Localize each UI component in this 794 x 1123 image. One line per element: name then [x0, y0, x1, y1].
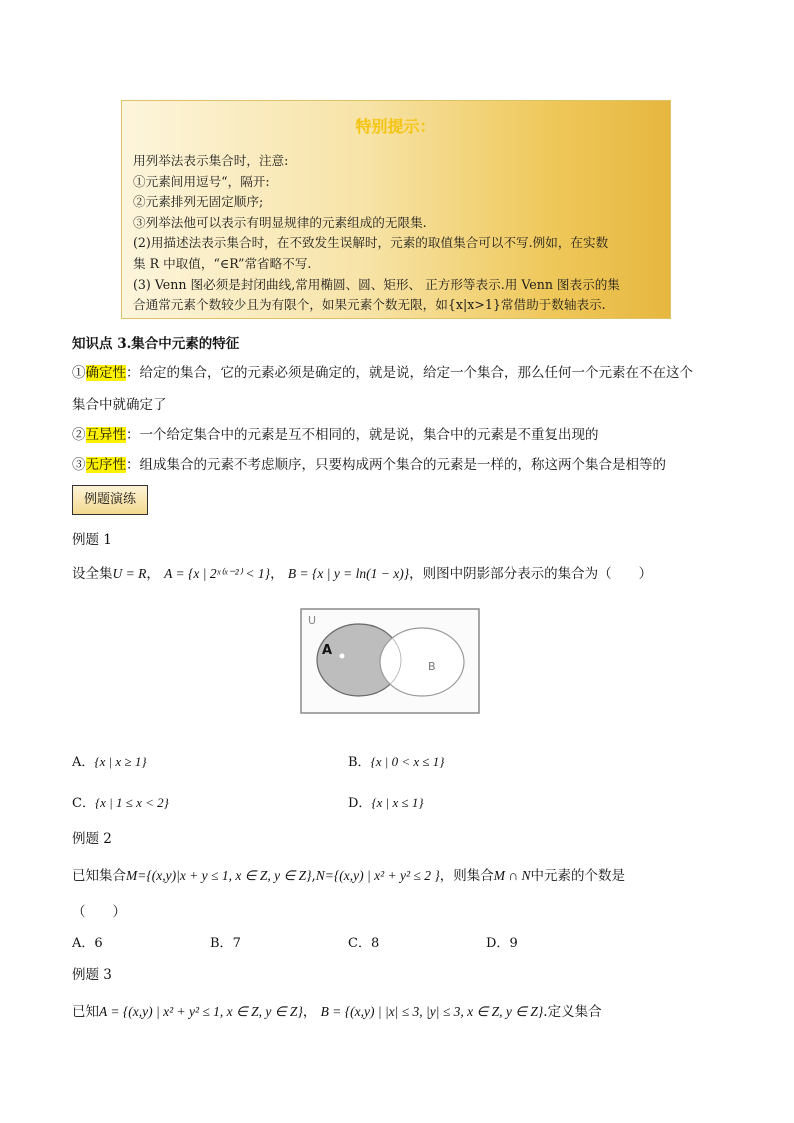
option-key: D． [348, 796, 372, 811]
example-2-question: 已知集合M={(x,y)|x + y ≤ 1, x ∈ Z, y ∈ Z},N={(x,y) | x² + y² ≤ 2 }，则集合M ∩ N中元素的个数是 [72, 868, 625, 884]
option-text: 7 [232, 936, 241, 951]
q-text: 设全集 [72, 566, 113, 582]
option-key: B． [210, 936, 233, 951]
option-d[interactable] [486, 935, 518, 953]
tip-line: ③列举法他可以表示有明显规律的元素组成的无限集. [133, 214, 427, 230]
option-key: C． [72, 796, 95, 811]
option-text: 8 [370, 936, 380, 951]
tip-title: 特别提示： [355, 117, 436, 136]
option-key: D． [486, 936, 510, 951]
option-key: A． [72, 936, 95, 951]
math-set-n: N={(x,y) | x² + y² ≤ 2 } [315, 868, 440, 883]
tip-line: 集 R 中取值，“∈R”常省略不写. [133, 255, 312, 271]
example-2-paren: （ ） [72, 904, 126, 920]
q-text: ，则图中阴影部分表示的集合为（ ） [409, 566, 653, 582]
math-intersection: M ∩ N [493, 868, 531, 883]
option-key: B． [348, 755, 371, 770]
math-set-m: M={(x,y)|x + y ≤ 1, x ∈ Z, y ∈ Z} [126, 868, 312, 883]
example-practice-button[interactable]: 例题演练 [72, 485, 148, 515]
feature-prefix: ① [72, 365, 86, 381]
option-key: C． [348, 936, 371, 951]
feature-term: 互异性 [85, 427, 126, 443]
example-3-question: 已知A = {(x,y) | x² + y² ≤ 1, x ∈ Z, y ∈ Z}， B = {(x,y) | |x| ≤ 3, |y| ≤ 3, x ∈ Z, y ∈ Z}.定义集合 [72, 1004, 602, 1020]
option-b[interactable] [210, 935, 241, 953]
venn-a-label: A [322, 643, 333, 658]
math-set-b: B = {x | y = ln(1 − x)} [287, 566, 410, 581]
section-heading: 知识点 3.集合中元素的特征 [72, 336, 240, 352]
math-set-b: B = {(x,y) | |x| ≤ 3, |y| ≤ 3, x ∈ Z, y ∈ Z} [320, 1004, 544, 1019]
feature-term: 无序性 [85, 457, 126, 473]
feature-text: 集合中就确定了 [72, 397, 167, 413]
option-b[interactable] [348, 753, 444, 772]
tip-line: ②元素排列无固定顺序; [133, 194, 264, 210]
feature-line [72, 455, 666, 475]
venn-b-label: B [428, 660, 436, 673]
tip-line: 合通常元素个数较少且为有限个，如果元素个数无限，如{x|x>1}常借助于数轴表示. [133, 297, 606, 313]
option-text: 9 [509, 936, 518, 951]
q-text: 已知 [72, 1004, 99, 1020]
feature-prefix: ③ [72, 457, 86, 473]
option-key: A． [72, 755, 95, 770]
venn-u-label: U [308, 614, 317, 627]
q-text: 中元素的个数是 [530, 868, 625, 884]
q-text: 已知集合 [72, 868, 126, 884]
feature-line [72, 395, 167, 415]
feature-line [72, 425, 599, 445]
point-mark [340, 654, 345, 659]
math-u: U = R [112, 566, 147, 581]
feature-text: ：一个给定集合中的元素是互不相同的，就是说，集合中的元素是不重复出现的 [126, 427, 599, 443]
feature-text: ：给定的集合，它的元素必须是确定的，就是说，给定一个集合，那么任何一个元素在不在这个 [126, 365, 693, 381]
option-text: 6 [94, 936, 103, 951]
example-2-label: 例题 2 [72, 831, 112, 847]
feature-prefix: ② [72, 427, 86, 443]
tip-line: 用列举法表示集合时，注意: [133, 153, 289, 168]
feature-term: 确定性 [85, 365, 126, 381]
option-text: {x | x ≥ 1} [94, 754, 147, 769]
example-1-question: 设全集U = R， A = {x | 2ˣ⁽ˣ⁻²⁾ < 1}， B = {x | y = ln(1 − x)}，则图中阴影部分表示的集合为（ ） [72, 566, 653, 582]
tip-box [121, 100, 671, 319]
feature-text: ：组成集合的元素不考虑顺序，只要构成两个集合的元素是一样的，称这两个集合是相等的 [126, 457, 666, 473]
tip-line: (3) Venn 图必须是封闭曲线,常用椭圆、圆、矩形、 正方形等表示.用 Venn 图表示的集 [133, 276, 620, 292]
q-text: ，则集合 [439, 868, 494, 884]
math-set-a: A = {x | 2ˣ⁽ˣ⁻²⁾ < 1} [164, 566, 271, 581]
option-c[interactable] [72, 794, 169, 813]
feature-line [72, 363, 693, 383]
tip-line: (2)用描述法表示集合时，在不致发生误解时，元素的取值集合可以不写.例如，在实数 [133, 235, 609, 251]
venn-diagram [300, 608, 480, 714]
q-text: .定义集合 [543, 1004, 602, 1020]
math-set-a: A = {(x,y) | x² + y² ≤ 1, x ∈ Z, y ∈ Z} [99, 1004, 303, 1019]
example-3-label: 例题 3 [72, 967, 112, 983]
option-c[interactable] [348, 935, 379, 953]
option-d[interactable] [348, 794, 424, 813]
option-text: {x | 1 ≤ x < 2} [94, 795, 169, 810]
example-1-label: 例题 1 [72, 532, 112, 548]
option-text: {x | x ≤ 1} [371, 795, 424, 810]
option-a[interactable] [72, 935, 103, 953]
option-a[interactable] [72, 753, 147, 772]
tip-line: ①元素间用逗号“，隔开: [133, 173, 270, 189]
option-text: {x | 0 < x ≤ 1} [370, 754, 445, 769]
